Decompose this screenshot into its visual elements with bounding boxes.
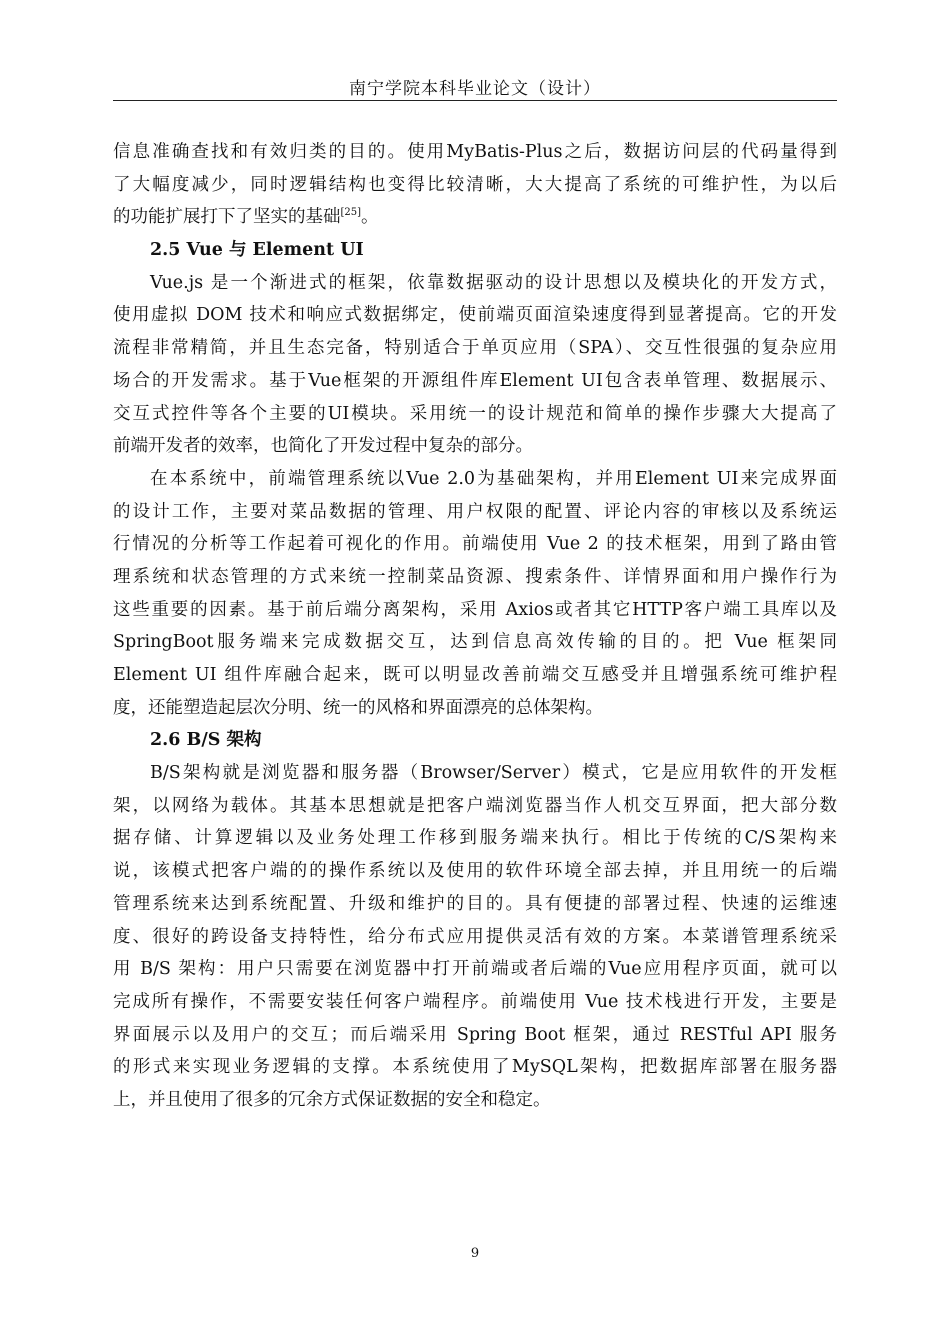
paragraph-vue-intro bbox=[113, 267, 837, 463]
text-line: 度、很好的跨设备支持特性，给分布式应用提供灵活有效的方案。本菜谱管理系统采 bbox=[113, 926, 837, 947]
text-line: 在本系统中，前端管理系统以Vue 2.0为基础架构，并用Element UI来完成界面 bbox=[150, 468, 837, 489]
page-header-title: 南宁学院本科毕业论文（设计） bbox=[349, 79, 601, 99]
text-line: 的形式来实现业务逻辑的支撑。本系统使用了MySQL架构，把数据库部署在服务器 bbox=[113, 1057, 837, 1078]
text-line: Vue.js 是一个渐进式的框架，依靠数据驱动的设计思想以及模块化的开发方式， bbox=[150, 272, 837, 293]
text-line: 上，并且使用了很多的冗余方式保证数据的安全和稳定。 bbox=[113, 1089, 551, 1110]
text-line: 说，该模式把客户端的的操作系统以及使用的软件环境全部去掉，并且用统一的后端 bbox=[113, 861, 837, 882]
section-heading-2-5: 2.5 Vue 与 Element UI bbox=[150, 240, 364, 261]
text-line: 信息准确查找和有效归类的目的。使用MyBatis-Plus之后，数据访问层的代码量得到 bbox=[113, 142, 837, 162]
text-line: 管理系统来达到系统配置、升级和维护的目的。具有便捷的部署过程、快速的运维速 bbox=[113, 893, 837, 914]
text-line: 使用虚拟 DOM 技术和响应式数据绑定，使前端页面渲染速度得到显著提高。它的开发 bbox=[113, 305, 837, 326]
text-line: 理系统和状态管理的方式来统一控制菜品资源、搜索条件、详情界面和用户操作行为 bbox=[113, 566, 837, 587]
text-line: 交互式控件等各个主要的UI模块。采用统一的设计规范和简单的操作步骤大大提高了 bbox=[113, 403, 837, 424]
text-line-body: 的功能扩展打下了坚实的基础 bbox=[113, 207, 341, 228]
text-line: Element UI 组件库融合起来，既可以明显改善前端交互感受并且增强系统可维护程 bbox=[113, 665, 837, 685]
text-line: 了大幅度减少，同时逻辑结构也变得比较清晰，大大提高了系统的可维护性，为以后 bbox=[113, 174, 837, 195]
text-line: 据存储、计算逻辑以及业务处理工作移到服务端来执行。相比于传统的C/S架构来 bbox=[113, 828, 837, 849]
text-line: B/S架构就是浏览器和服务器（Browser/Server）模式，它是应用软件的开发框 bbox=[150, 763, 837, 784]
text-line: 场合的开发需求。基于Vue框架的开源组件库Element UI包含表单管理、数据展示、 bbox=[113, 370, 837, 391]
text-line: 架，以网络为载体。其基本思想就是把客户端浏览器当作人机交互界面，把大部分数 bbox=[113, 795, 837, 816]
paragraph-continued bbox=[113, 136, 837, 234]
text-line: 用 B/S 架构：用户只需要在浏览器中打开前端或者后端的Vue应用程序页面，就可以 bbox=[113, 959, 837, 980]
citation-marker: [25] bbox=[340, 207, 362, 219]
text-line: 界面展示以及用户的交互；而后端采用 Spring Boot 框架，通过 RESTful API 服务 bbox=[113, 1024, 837, 1045]
text-line: 前端开发者的效率，也简化了开发过程中复杂的部分。 bbox=[113, 436, 533, 457]
text-line: SpringBoot服务端来完成数据交互，达到信息高效传输的目的。把 Vue 框架同 bbox=[113, 632, 837, 653]
text-line: 这些重要的因素。基于前后端分离架构，采用 Axios或者其它HTTP客户端工具库以及 bbox=[113, 599, 837, 620]
text-line: 的设计工作，主要对菜品数据的管理、用户权限的配置、评论内容的审核以及系统运 bbox=[113, 501, 837, 522]
section-heading-2-6: 2.6 B/S 架构 bbox=[150, 730, 262, 751]
text-line bbox=[113, 201, 837, 234]
paper-body bbox=[113, 136, 837, 1117]
text-line: 度，还能塑造起层次分明、统一的风格和界面漂亮的总体架构。 bbox=[113, 697, 603, 718]
text-line-end: 。 bbox=[361, 207, 379, 228]
text-line: 行情况的分析等工作起着可视化的作用。前端使用 Vue 2 的技术框架，用到了路由管 bbox=[113, 534, 837, 555]
header-rule bbox=[113, 100, 837, 101]
paragraph-vue-usage bbox=[113, 463, 837, 725]
text-line: 完成所有操作，不需要安装任何客户端程序。前端使用 Vue 技术栈进行开发，主要是 bbox=[113, 991, 837, 1012]
page-number: 9 bbox=[470, 1246, 480, 1261]
paragraph-bs-architecture bbox=[113, 757, 837, 1117]
text-line: 流程非常精简，并且生态完备，特别适合于单页应用（SPA）、交互性很强的复杂应用 bbox=[113, 338, 837, 359]
